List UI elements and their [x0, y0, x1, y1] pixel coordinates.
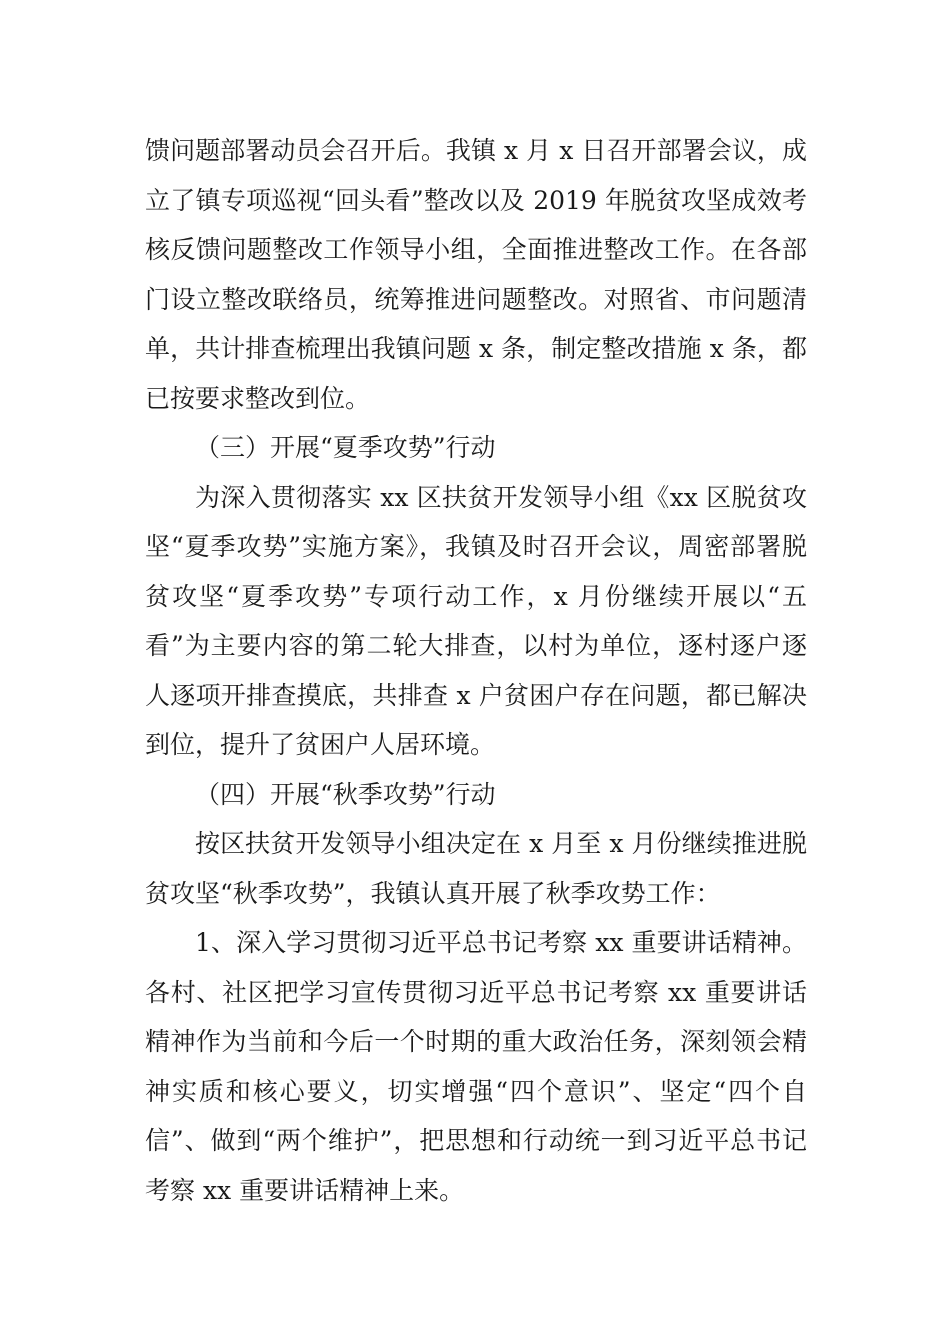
section-heading-summer-offensive: （三）开展“夏季攻势”行动: [195, 433, 496, 462]
paragraph-continuation: 馈问题部署动员会召开后。我镇 x 月 x 日召开部署会议，成立了镇专项巡视“回头看”整改以及 2019 年脱贫攻坚成效考核反馈问题整改工作领导小组，全面推进整改工作。在各部门设立整改联络员，统筹推进问题整改。对照省、市问题清单，共计排查梳理出我镇问题 x 条，制定整改措施 x 条，都已按要求整改到位。: [145, 136, 807, 413]
section-heading-autumn-offensive: （四）开展“秋季攻势”行动: [195, 779, 496, 809]
document-page: [145, 126, 807, 1215]
paragraph-item-1: 1、深入学习贯彻习近平总书记考察 xx 重要讲话精神。各村、社区把学习宣传贯彻习近平总书记考察 xx 重要讲话精神作为当前和今后一个时期的重大政治任务，深刻领会精神实质和核心要义，切实增强“四个意识”、坚定“四个自信”、做到“两个维护”，把思想和行动统一到习近平总书记考察 xx 重要讲话精神上来。: [145, 928, 807, 1205]
paragraph-autumn-offensive: 按区扶贫开发领导小组决定在 x 月至 x 月份继续推进脱贫攻坚“秋季攻势”，我镇认真开展了秋季攻势工作：: [145, 829, 807, 908]
paragraph-summer-offensive: 为深入贯彻落实 xx 区扶贫开发领导小组《xx 区脱贫攻坚“夏季攻势”实施方案》，我镇及时召开会议，周密部署脱贫攻坚“夏季攻势”专项行动工作，x 月份继续开展以“五看”为主要内容的第二轮大排查，以村为单位，逐村逐户逐人逐项开排查摸底，共排查 x 户贫困户存在问题，都已解决到位，提升了贫困户人居环境。: [145, 482, 807, 759]
